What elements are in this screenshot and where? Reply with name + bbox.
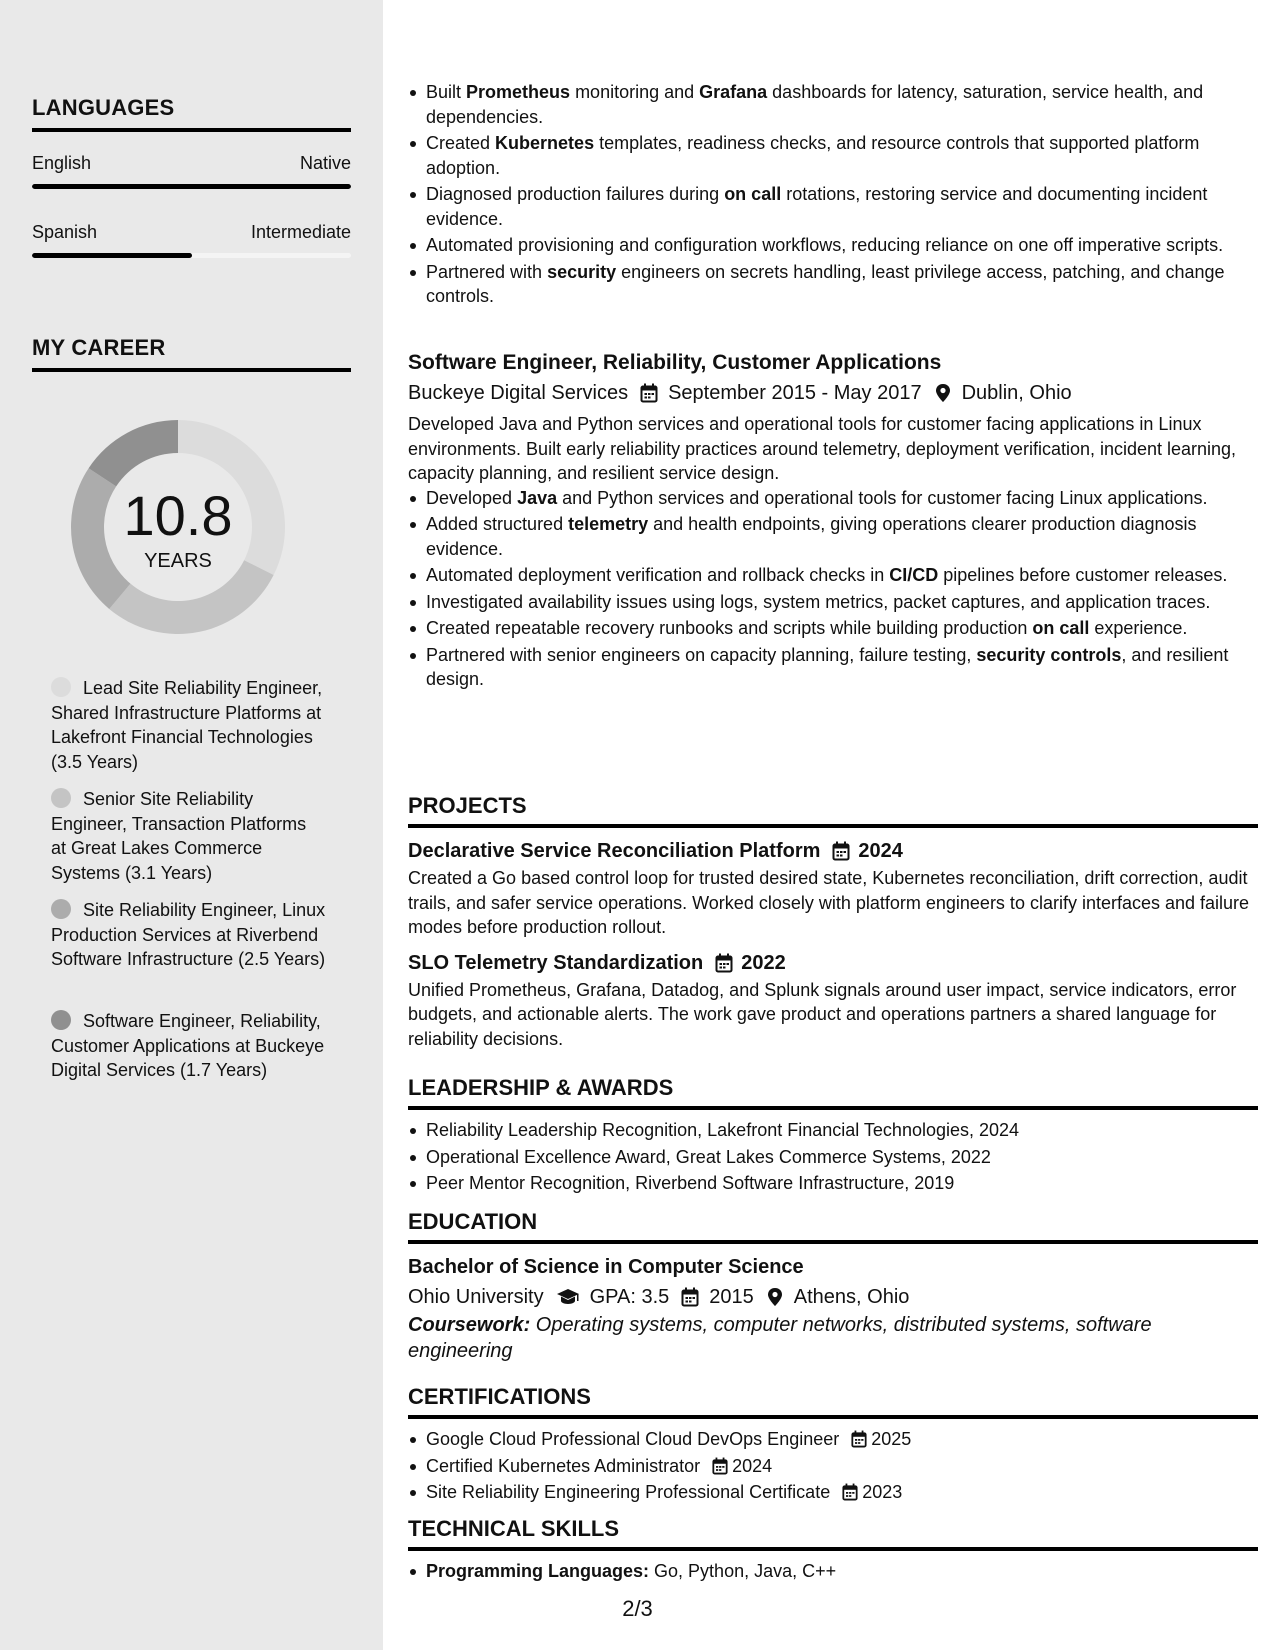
career-legend-text: Software Engineer, Reliability, Customer Applications at Buckeye Digital Services (1.7 Years) <box>51 1011 325 1080</box>
language-proficiency-fill <box>32 253 192 258</box>
sidebar <box>0 0 383 1650</box>
experience-bullets <box>408 80 1258 309</box>
project-title-row <box>408 948 1258 978</box>
graduation-cap-icon <box>556 1287 580 1307</box>
awards-list <box>408 1118 1258 1196</box>
legend-dot <box>51 788 71 808</box>
legend-dot <box>51 677 71 697</box>
bullet-item: Partnered with senior engineers on capacity planning, failure testing, security controls, and resilient design. <box>426 643 1258 692</box>
page-number: 2/3 <box>622 1596 653 1621</box>
skill-value: Go, Python, Java, C++ <box>649 1561 837 1581</box>
project-description: Unified Prometheus, Grafana, Datadog, and Splunk signals around user impact, service indicators, error budgets, and actionable alerts. The work gave product and operations partners a shared language for reliability decisions. <box>408 979 1237 1049</box>
degree: Bachelor of Science in Computer Science <box>408 1256 804 1278</box>
career-legend-item <box>51 898 326 972</box>
school: Ohio University <box>408 1286 544 1308</box>
projects-section <box>408 784 1258 1051</box>
donut-segment <box>89 420 178 486</box>
awards-heading: LEADERSHIP & AWARDS <box>408 1074 1258 1110</box>
certification-name: Google Cloud Professional Cloud DevOps Engineer <box>426 1429 840 1449</box>
skills-list <box>408 1559 1258 1584</box>
bullet-item: Partnered with security engineers on secrets handling, least privilege access, patching, and change controls. <box>426 260 1258 309</box>
bullet-item: Automated deployment verification and rollback checks in CI/CD pipelines before customer releases. <box>426 563 1258 588</box>
calendar-icon <box>640 383 658 403</box>
main-content <box>383 0 1275 1650</box>
coursework <box>408 1312 1258 1364</box>
project-title: Declarative Service Reconciliation Platform <box>408 840 821 862</box>
location-pin-icon <box>766 1287 784 1307</box>
project-item <box>408 836 1258 940</box>
job-location: Dublin, Ohio <box>961 382 1072 404</box>
certification-item <box>426 1480 1258 1505</box>
project-title: SLO Telemetry Standardization <box>408 951 704 974</box>
award-item: Peer Mentor Recognition, Riverbend Software Infrastructure, 2019 <box>426 1171 1258 1196</box>
legend-dot <box>51 1010 71 1030</box>
calendar-icon <box>712 1457 728 1475</box>
project-item <box>408 948 1258 1052</box>
job-title: Software Engineer, Reliability, Customer Applications <box>408 351 942 374</box>
education-section <box>408 1200 1258 1364</box>
coursework-text: Operating systems, computer networks, distributed systems, software engineering <box>408 1314 1152 1362</box>
calendar-icon <box>832 841 850 861</box>
location-pin-icon <box>934 383 952 403</box>
calendar-icon <box>681 1287 699 1307</box>
certification-year: 2025 <box>871 1429 912 1449</box>
bullet-item: Investigated availability issues using logs, system metrics, packet captures, and application traces. <box>426 590 1258 615</box>
award-item: Operational Excellence Award, Great Lakes Commerce Systems, 2022 <box>426 1145 1258 1170</box>
bullet-item: Developed Java and Python services and operational tools for customer facing Linux applications. <box>426 486 1258 511</box>
coursework-label: Coursework: <box>408 1314 531 1336</box>
experience-continued <box>408 80 1258 311</box>
certification-year: 2024 <box>732 1455 773 1476</box>
language-proficiency-fill <box>32 184 351 189</box>
skills-section <box>408 1507 1258 1586</box>
career-legend-item <box>51 787 326 885</box>
career-total-unit: YEARS <box>144 550 212 572</box>
project-description: Created a Go based control loop for trusted desired state, Kubernetes reconciliation, drift correction, audit trails, and safer service operations. Worked closely with platform engineers to clarify interfaces and failure modes before production rollout. <box>408 868 1250 937</box>
languages-heading: LANGUAGES <box>32 94 351 132</box>
bullet-item: Created Kubernetes templates, readiness checks, and resource controls that supported platform adoption. <box>426 131 1258 180</box>
language-proficiency-bar <box>32 253 351 258</box>
school-location: Athens, Ohio <box>793 1286 910 1308</box>
career-legend-text: Senior Site Reliability Engineer, Transaction Platforms at Great Lakes Commerce Systems (3.1 Years) <box>51 789 307 883</box>
job-dates: September 2015 - May 2017 <box>668 382 922 404</box>
language-name: English <box>32 153 92 173</box>
calendar-icon <box>715 953 733 973</box>
projects-heading: PROJECTS <box>408 792 1258 828</box>
project-year: 2022 <box>741 951 786 974</box>
career-total-value: 10.8 <box>123 484 233 547</box>
career-heading: MY CAREER <box>32 334 351 372</box>
job-meta <box>408 378 1258 408</box>
job-bullets <box>408 486 1258 692</box>
project-title-row <box>408 836 1258 866</box>
calendar-icon <box>851 1430 867 1448</box>
calendar-icon <box>842 1483 858 1501</box>
certifications-list <box>408 1427 1258 1505</box>
career-legend-item <box>51 1009 326 1083</box>
bullet-item: Automated provisioning and configuration workflows, reducing reliance on one off imperative scripts. <box>426 233 1258 258</box>
bullet-item: Created repeatable recovery runbooks and scripts while building production on call experience. <box>426 616 1258 641</box>
career-legend-text: Lead Site Reliability Engineer, Shared Infrastructure Platforms at Lakefront Financial Technologies (3.5 Years) <box>51 678 323 772</box>
bullet-item: Built Prometheus monitoring and Grafana dashboards for latency, saturation, service health, and dependencies. <box>426 80 1258 129</box>
career-legend-text: Site Reliability Engineer, Linux Production Services at Riverbend Software Infrastructure (2.5 Years) <box>51 900 326 969</box>
graduation-year: 2015 <box>709 1286 754 1308</box>
certification-item <box>426 1454 1258 1479</box>
language-level: Native <box>299 153 351 173</box>
certification-name: Site Reliability Engineering Professional Certificate <box>426 1482 831 1502</box>
skill-item <box>426 1559 1258 1584</box>
skill-label: Programming Languages: <box>426 1561 650 1581</box>
skills-heading: TECHNICAL SKILLS <box>408 1515 1258 1551</box>
job-company: Buckeye Digital Services <box>408 382 629 404</box>
job-entry <box>408 348 1258 694</box>
certification-item <box>426 1427 1258 1452</box>
education-meta <box>408 1282 1258 1312</box>
awards-section <box>408 1066 1258 1198</box>
language-name: Spanish <box>32 222 98 242</box>
award-item: Reliability Leadership Recognition, Lakefront Financial Technologies, 2024 <box>426 1118 1258 1143</box>
job-summary: Developed Java and Python services and operational tools for customer facing applications in Linux environments. Built early reliability practices around telemetry, deployment verification, incident learning, capacity planning, and resilient service design. <box>408 414 1237 483</box>
certifications-section <box>408 1375 1258 1507</box>
certification-name: Certified Kubernetes Administrator <box>426 1455 701 1476</box>
legend-dot <box>51 899 71 919</box>
language-proficiency-bar <box>32 184 351 189</box>
gpa: GPA: 3.5 <box>589 1286 670 1308</box>
education-heading: EDUCATION <box>408 1208 1258 1244</box>
project-year: 2024 <box>858 840 903 862</box>
certification-year: 2023 <box>862 1482 903 1502</box>
language-level: Intermediate <box>250 222 351 242</box>
career-legend-item <box>51 676 326 774</box>
bullet-item: Added structured telemetry and health endpoints, giving operations clearer production diagnosis evidence. <box>426 512 1258 561</box>
certifications-heading: CERTIFICATIONS <box>408 1383 1258 1419</box>
bullet-item: Diagnosed production failures during on call rotations, restoring service and documenting incident evidence. <box>426 182 1258 231</box>
